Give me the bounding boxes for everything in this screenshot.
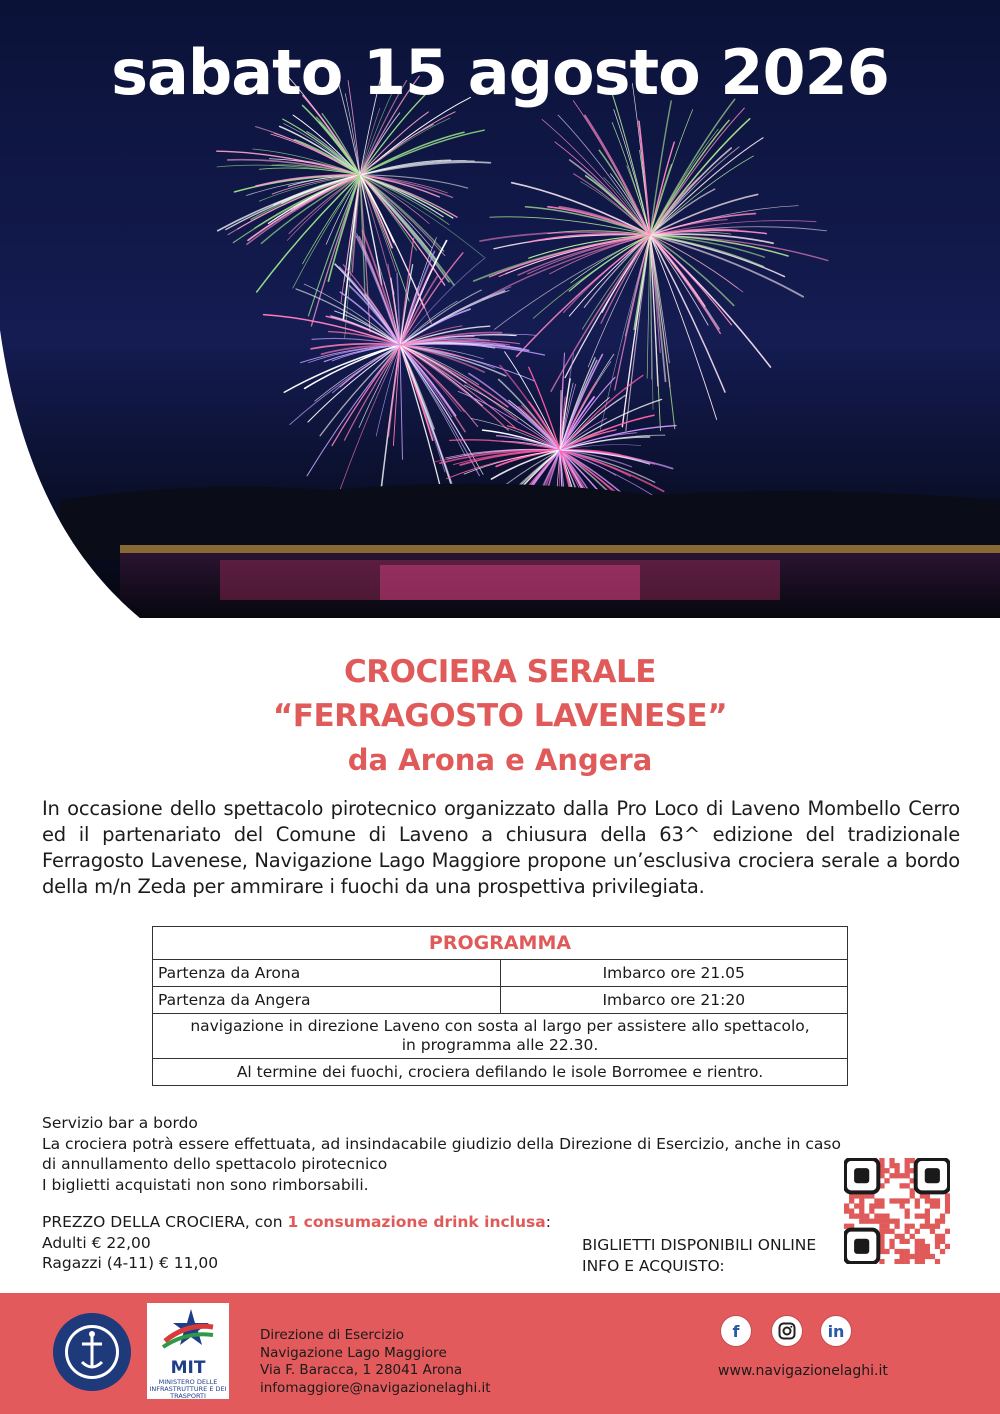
qr-module: [910, 1234, 915, 1239]
qr-module: [900, 1203, 905, 1208]
qr-module: [889, 1244, 894, 1249]
qr-finder-center: [925, 1168, 940, 1183]
qr-module: [930, 1229, 935, 1234]
departure-arona: Partenza da Arona: [153, 960, 501, 987]
qr-module: [925, 1244, 930, 1249]
qr-module: [935, 1259, 940, 1264]
qr-module: [900, 1234, 905, 1239]
qr-module: [940, 1214, 945, 1219]
navigation-note: [153, 1014, 848, 1059]
qr-module: [894, 1173, 899, 1178]
program-heading: PROGRAMMA: [153, 927, 848, 960]
qr-module: [920, 1239, 925, 1244]
qr-module: [935, 1244, 940, 1249]
linkedin-icon[interactable]: in: [820, 1315, 852, 1347]
price-info: [42, 1212, 602, 1274]
qr-module: [905, 1229, 910, 1234]
qr-module: [905, 1168, 910, 1173]
qr-module: [874, 1198, 879, 1203]
qr-module: [879, 1219, 884, 1224]
qr-module: [894, 1163, 899, 1168]
mit-logo: [147, 1303, 229, 1399]
refund-policy: I biglietti acquistati non sono rimborsabili.: [42, 1175, 369, 1194]
qr-module: [879, 1224, 884, 1229]
qr-module: [935, 1239, 940, 1244]
qr-module: [874, 1203, 879, 1208]
departure-angera: Partenza da Angera: [153, 987, 501, 1014]
footer: [0, 1293, 1000, 1414]
qr-module: [874, 1214, 879, 1219]
qr-module: [900, 1183, 905, 1188]
price-kids: Ragazzi (4-11) € 11,00: [42, 1254, 219, 1272]
qr-module: [884, 1229, 889, 1234]
qr-module: [884, 1168, 889, 1173]
qr-module: [879, 1229, 884, 1234]
qr-module: [889, 1229, 894, 1234]
qr-module: [889, 1219, 894, 1224]
qr-finder-center: [854, 1239, 869, 1254]
qr-code[interactable]: [844, 1158, 950, 1264]
qr-module: [900, 1239, 905, 1244]
tickets-line-1: BIGLIETTI DISPONIBILI ONLINE: [582, 1236, 817, 1254]
qr-module: [925, 1254, 930, 1259]
title-line-2: “FERRAGOSTO LAVENESE”: [272, 698, 728, 734]
contact-email[interactable]: infomaggiore@navigazionelaghi.it: [260, 1379, 491, 1396]
qr-module: [879, 1214, 884, 1219]
qr-module: [900, 1173, 905, 1178]
qr-module: [849, 1214, 854, 1219]
qr-module: [894, 1259, 899, 1264]
ministero-label: MINISTERO DELLE INFRASTRUTTURE E DEI TRASPORTI: [149, 1378, 227, 1400]
qr-module: [905, 1208, 910, 1213]
qr-module: [935, 1224, 940, 1229]
qr-module: [869, 1203, 874, 1208]
qr-module: [925, 1214, 930, 1219]
table-row: [153, 1014, 848, 1059]
qr-module: [894, 1198, 899, 1203]
instagram-icon[interactable]: [771, 1315, 803, 1347]
qr-module: [915, 1229, 920, 1234]
qr-module: [925, 1224, 930, 1229]
price-adults: Adulti € 22,00: [42, 1233, 151, 1252]
qr-module: [905, 1224, 910, 1229]
instagram-glyph: [778, 1322, 796, 1340]
qr-module: [905, 1259, 910, 1264]
qr-module: [940, 1249, 945, 1254]
contact-line-1: Direzione di Esercizio: [260, 1327, 404, 1343]
facebook-icon[interactable]: f: [720, 1315, 752, 1347]
qr-module: [905, 1249, 910, 1254]
qr-module: [905, 1158, 910, 1163]
qr-module: [905, 1254, 910, 1259]
qr-module: [930, 1254, 935, 1259]
qr-module: [920, 1244, 925, 1249]
qr-module: [879, 1158, 884, 1163]
qr-module: [894, 1224, 899, 1229]
qr-module: [854, 1203, 859, 1208]
qr-module: [945, 1208, 950, 1213]
qr-module: [879, 1203, 884, 1208]
qr-module: [920, 1254, 925, 1259]
website-link[interactable]: www.navigazionelaghi.it: [718, 1363, 888, 1379]
table-row: [153, 1059, 848, 1086]
qr-module: [849, 1208, 854, 1213]
qr-module: [884, 1249, 889, 1254]
qr-module: [859, 1203, 864, 1208]
navigation-line-2: in programma alle 22.30.: [401, 1036, 599, 1054]
tickets-line-2: INFO E ACQUISTO:: [582, 1256, 725, 1275]
qr-module: [930, 1203, 935, 1208]
qr-module: [920, 1214, 925, 1219]
boarding-angera: Imbarco ore 21:20: [500, 987, 848, 1014]
qr-module: [945, 1193, 950, 1198]
qr-module: [925, 1198, 930, 1203]
closing-note: Al termine dei fuochi, crociera defilando le isole Borromee e rientro.: [153, 1059, 848, 1086]
qr-module: [920, 1259, 925, 1264]
qr-module: [945, 1244, 950, 1249]
table-row: [153, 960, 848, 987]
qr-module: [905, 1239, 910, 1244]
qr-module: [859, 1214, 864, 1219]
qr-module: [905, 1163, 910, 1168]
qr-module: [900, 1198, 905, 1203]
boarding-arona: Imbarco ore 21.05: [500, 960, 848, 987]
price-colon: :: [545, 1213, 551, 1231]
price-label: PREZZO DELLA CROCIERA, con: [42, 1213, 288, 1231]
qr-module: [894, 1249, 899, 1254]
contact-block: [260, 1327, 491, 1397]
qr-module: [889, 1198, 894, 1203]
title-line-1: CROCIERA SERALE: [344, 654, 656, 690]
qr-module: [915, 1249, 920, 1254]
table-header-row: [153, 927, 848, 960]
qr-module: [930, 1224, 935, 1229]
notes: [42, 1113, 842, 1195]
program-table: [152, 926, 848, 1086]
qr-module: [910, 1193, 915, 1198]
qr-module: [915, 1254, 920, 1259]
qr-module: [940, 1234, 945, 1239]
qr-module: [849, 1198, 854, 1203]
qr-module: [869, 1208, 874, 1213]
disclaimer: La crociera potrà essere effettuata, ad insindacabile giudizio della Direzione di Esercizio, anche in caso di annullamento dello spettacolo pirotecnico: [42, 1134, 841, 1173]
table-row: [153, 987, 848, 1014]
intro-paragraph: In occasione dello spettacolo pirotecnico organizzato dalla Pro Loco di Laveno Mombello Cerro ed il partenariato del Comune di Laveno a chiusura della 63^ edizione del tradizionale Ferragosto Lavenese, Navigazione Lago Maggiore propone un’esclusiva crociera serale a bordo della m/n Zeda per ammirare i fuochi da una prospettiva privilegiata.: [42, 797, 960, 898]
tickets-info: [582, 1235, 842, 1276]
qr-module: [889, 1239, 894, 1244]
drink-highlight: 1 consumazione drink inclusa: [287, 1213, 546, 1231]
qr-module: [910, 1254, 915, 1259]
qr-module: [915, 1203, 920, 1208]
qr-module: [910, 1188, 915, 1193]
qr-module: [935, 1219, 940, 1224]
qr-module: [844, 1203, 849, 1208]
qr-module: [879, 1259, 884, 1264]
qr-module: [905, 1198, 910, 1203]
bar-service: Servizio bar a bordo: [42, 1114, 198, 1132]
qr-module: [905, 1183, 910, 1188]
qr-module: [940, 1219, 945, 1224]
qr-module: [874, 1219, 879, 1224]
qr-module: [884, 1214, 889, 1219]
qr-module: [900, 1249, 905, 1254]
qr-module: [935, 1198, 940, 1203]
hero-image: [0, 0, 1000, 618]
qr-module: [859, 1219, 864, 1224]
qr-module: [915, 1198, 920, 1203]
qr-module: [864, 1214, 869, 1219]
qr-module: [925, 1249, 930, 1254]
qr-module: [884, 1224, 889, 1229]
qr-module: [859, 1208, 864, 1213]
qr-module: [900, 1259, 905, 1264]
qr-module: [940, 1239, 945, 1244]
event-date: sabato 15 agosto 2026: [111, 36, 889, 109]
event-title: [0, 650, 1000, 782]
qr-finder-center: [854, 1168, 869, 1183]
qr-module: [894, 1219, 899, 1224]
qr-module: [854, 1214, 859, 1219]
qr-module: [930, 1198, 935, 1203]
qr-module: [905, 1214, 910, 1219]
qr-module: [884, 1219, 889, 1224]
qr-module: [894, 1234, 899, 1239]
qr-module: [925, 1219, 930, 1224]
qr-module: [915, 1244, 920, 1249]
qr-module: [889, 1163, 894, 1168]
qr-module: [935, 1234, 940, 1239]
gestione-navigazione-laghi-logo: [52, 1312, 132, 1392]
qr-module: [859, 1198, 864, 1203]
qr-module: [915, 1239, 920, 1244]
qr-module: [879, 1198, 884, 1203]
mit-star-icon: [147, 1303, 229, 1359]
qr-module: [945, 1229, 950, 1234]
qr-module: [889, 1173, 894, 1178]
qr-module: [894, 1168, 899, 1173]
qr-module: [910, 1224, 915, 1229]
qr-module: [945, 1198, 950, 1203]
qr-module: [915, 1214, 920, 1219]
qr-module: [925, 1208, 930, 1213]
qr-module: [945, 1203, 950, 1208]
qr-module: [864, 1219, 869, 1224]
qr-module: [869, 1219, 874, 1224]
contact-line-2: Navigazione Lago Maggiore: [260, 1344, 447, 1361]
qr-module: [889, 1158, 894, 1163]
qr-module: [844, 1208, 849, 1213]
qr-module: [884, 1178, 889, 1183]
title-line-3: da Arona e Angera: [347, 743, 653, 777]
qr-module: [935, 1203, 940, 1208]
contact-line-3: Via F. Baracca, 1 28041 Arona: [260, 1362, 463, 1378]
qr-module: [905, 1173, 910, 1178]
qr-module: [920, 1249, 925, 1254]
navigation-line-1: navigazione in direzione Laveno con sosta al largo per assistere allo spettacolo,: [190, 1017, 810, 1035]
qr-module: [915, 1259, 920, 1264]
price-heading: [42, 1212, 602, 1233]
qr-module: [920, 1224, 925, 1229]
mit-label: MIT: [170, 1358, 206, 1378]
qr-module: [900, 1254, 905, 1259]
